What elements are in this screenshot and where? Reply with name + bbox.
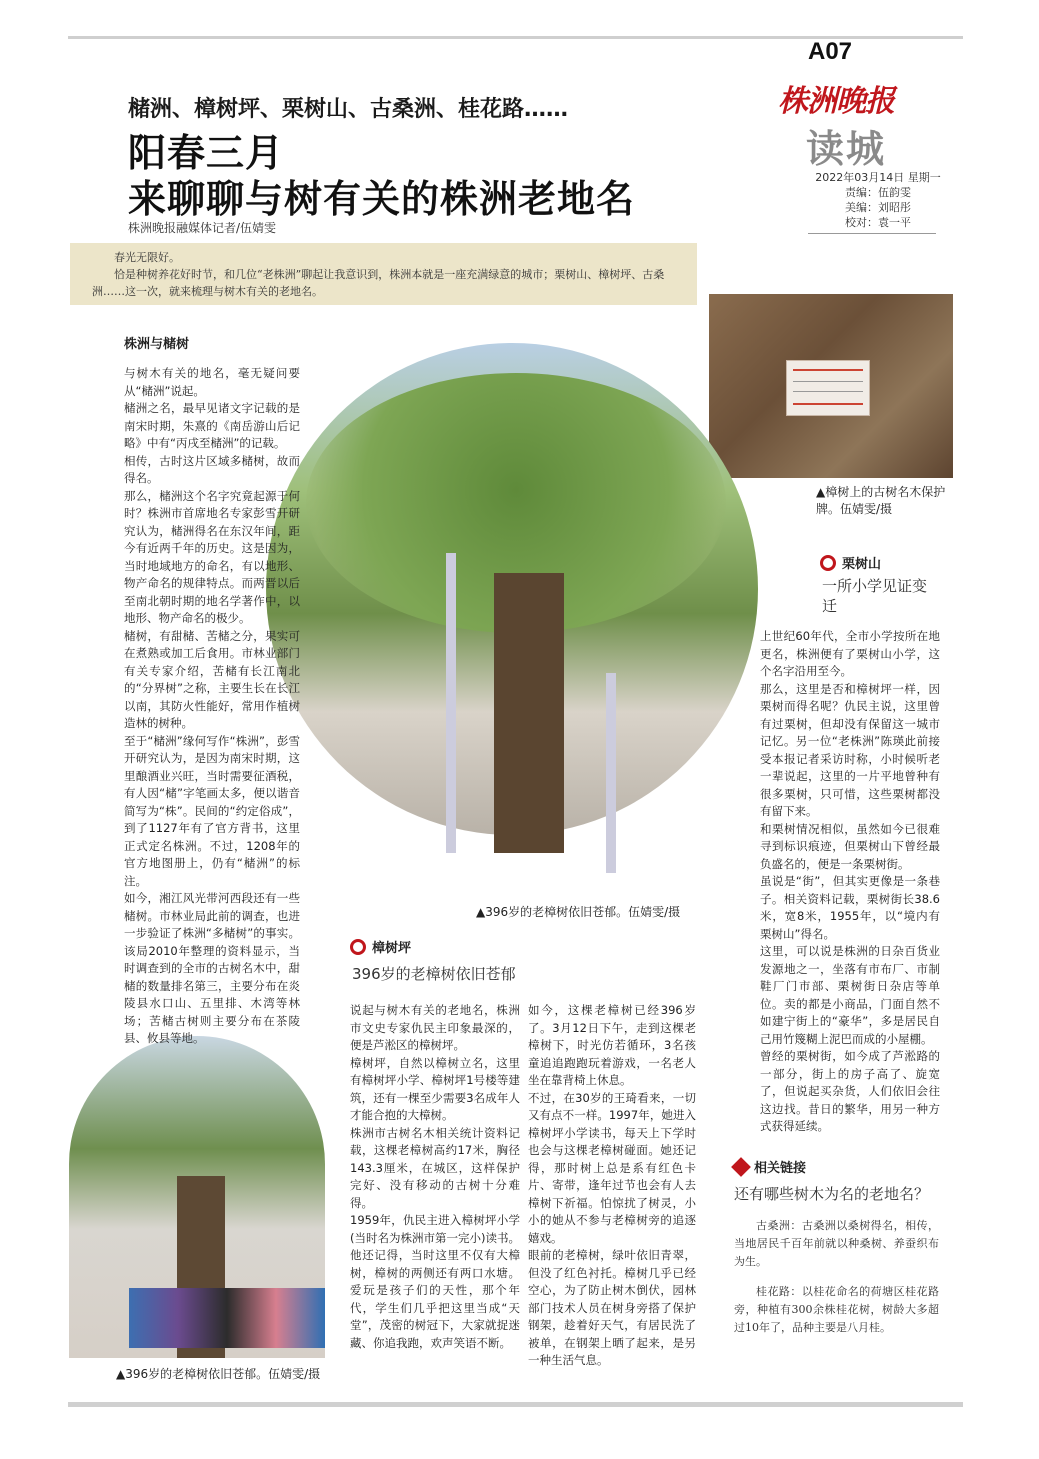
- section-3-tag-label: 栗树山: [842, 557, 882, 572]
- protection-sign-image: [786, 360, 870, 416]
- related-question: 还有哪些树木为名的老地名？: [734, 1185, 930, 1203]
- related-tag: [734, 1157, 806, 1176]
- section-1-title: 株洲与槠树: [124, 337, 190, 352]
- tag-dot-icon: [820, 555, 836, 571]
- byline: 株洲晚报融媒体记者/伍婧雯: [128, 221, 277, 235]
- editor: 责编：伍韵雯: [845, 186, 911, 199]
- issue-date: 2022年03月14日 星期一: [815, 171, 941, 184]
- section-2-body-b: 如今，这棵老樟树已经396岁了。3月12日下午，走到这棵老樟树下，时光仿若循环，3名孩童追追跑跑玩着游戏，一名老人坐在靠背椅上休息。 不过，在30岁的王琦看来，一切又有点不一样。1997年，她进入樟树坪小学读书，每天上下学时也会与这棵老樟树碰面。她还记得，那时树上总是系有红色卡片、寄带，逢年过节也会有人去樟树下祈福。怕惊扰了树灵，小小的她从不参与老樟树旁的追逐嬉戏。 眼前的老樟树，绿叶依旧青翠，但没了红色衬托。樟树几乎已经空心，为了防止树木倒伏，园林部门技术人员在树身旁搭了保护钢架，趁着好天气，有居民洗了被单，在钢架上晒了起来，是另一种生活气息。: [528, 1003, 696, 1367]
- related-paragraph-2: 桂花路：以桂花命名的荷塘区桂花路旁，种植有300余株桂花树，树龄大多超过10年了，品种主要是八月桂。: [734, 1285, 939, 1334]
- section-3-subtitle: 一所小学见证变迁: [822, 577, 928, 615]
- bottom-photo-caption: ▲396岁的老樟树依旧苍郁。伍婧雯/摄: [116, 1367, 321, 1381]
- diamond-icon: [731, 1157, 751, 1177]
- section-2-tag: [350, 937, 411, 956]
- intro-paragraph-1: 春光无限好。: [114, 251, 180, 264]
- newspaper-logo: 株洲晚报: [778, 84, 894, 119]
- intro-paragraph-2: 恰是种树养花好时节，和几位“老株洲”聊起让我意识到，株洲本就是一座充满绿意的城市；栗树山、樟树坪、古桑洲……这一次，就来梳理与树木有关的老地名。: [92, 268, 665, 298]
- section-3-body: 上世纪60年代，全市小学按所在地更名，株洲便有了栗树山小学，这个名字沿用至今。 那么，这里是否和樟树坪一样，因栗树而得名呢？仇民主说，这里曾有过栗树，但却没有保留这一城市记忆。另一位“老株洲”陈瑛此前接受本报记者采访时称，小时候听老一辈说起，这里的一片平地曾种有很多栗树，只可惜，这些栗树都没有留下来。 和栗树情况相似，虽然如今已很难寻到标识痕迹，但栗树山下曾经最负盛名的，便是一条栗树街。 虽说是“街”，但其实更像是一条巷子。相关资料记载，栗树街长38.6米，宽8米，1955年，以“境内有栗树山”得名。 这里，可以说是株洲的日杂百货业发源地之一，坐落有市布厂、市制鞋厂门市部、栗树街日杂店等单位。卖的都是小商品，门面自然不如建宁街上的“豪华”，多是居民自己用竹篾糊上泥巴而成的小屋棚。 曾经的栗树街，如今成了芦淞路的一部分，街上的房子高了、旋宽了，但说起买杂货，人们依旧会往这边找。昔日的繁华，用另一种方式获得延续。: [760, 629, 940, 1133]
- headline-line-1: 阳春三月: [128, 131, 285, 175]
- camphor-tree-photo: [266, 343, 758, 835]
- section-3-tag: [820, 553, 881, 572]
- proofreader: 校对：袁一平: [845, 216, 911, 229]
- section-title: 读城: [806, 126, 887, 171]
- section-2-body-a: 说起与树木有关的老地名，株洲市文史专家仇民主印象最深的，便是芦淞区的樟树坪。 樟树坪，自然以樟树立名，这里有樟树坪小学、樟树坪1号楼等建筑，还有一棵至少需要3名成年人才能合抱的大樟树。 株洲市古树名木相关统计资料记载，这棵老樟树高约17米，胸径143.3厘米，在城区，这样保护完好、没有移动的古树十分难得。 1959年，仇民主进入樟树坪小学(当时名为株洲市第一完小)读书。他还记得，当时这里不仅有大樟树，樟树的两侧还有两口水塘。爱玩是孩子们的天性，那个年代，学生们几乎把这里当成“天堂”，茂密的树冠下，大家就捉迷藏、你追我跑，欢声笑语不断。: [350, 1003, 520, 1350]
- meta-divider: [808, 233, 936, 234]
- circle-photo-caption: ▲396岁的老樟树依旧苍郁。伍婧雯/摄: [476, 905, 681, 919]
- section-2-subtitle: 396岁的老樟树依旧苍郁: [352, 965, 516, 983]
- intro-box: [70, 243, 697, 305]
- bottom-rule: [68, 1402, 963, 1407]
- related-tag-label: 相关链接: [754, 1161, 807, 1176]
- headline-line-2: 来聊聊与树有关的株洲老地名: [128, 177, 636, 221]
- tag-photo-caption: ▲樟树上的古树名木保护牌。伍婧雯/摄: [816, 485, 946, 516]
- tag-dot-icon: [350, 939, 366, 955]
- kicker: 槠洲、樟树坪、栗树山、古桑洲、桂花路……: [128, 97, 569, 122]
- section-1-body: 与树木有关的地名，毫无疑问要从“槠洲”说起。 槠洲之名，最早见诸文字记载的是南宋时期，朱熹的《南岳游山后记略》中有“丙戌至槠洲”的记载。 相传，古时这片区域多槠树，故而得名。 那么，槠洲这个名字究竟起源于何时？株洲市首席地名专家彭雪开研究认为，槠洲得名在东汉年间，距今有近两千年的历史。这是因为，当时地域地方的命名，有以地形、物产命名的规律特点。而两晋以后至南北朝时期的地名学著作中，以地形、物产命名的极少。 槠树，有甜槠、苦槠之分，果实可在煮熟或加工后食用。市林业部门有关专家介绍，苦槠有长江南北的“分界树”之称，主要生长在长江以南，其防火性能好，常用作植树造林的树种。 至于“槠洲”缘何写作“株洲”，彭雪开研究认为，是因为南宋时期，这里酿酒业兴旺，当时需要征酒税，有人因“槠”字笔画太多，便以谐音简写为“株”。民间的“约定俗成”，到了1127年有了官方背书，这里正式定名株洲。不过，1208年的官方地图册上，仍有“槠洲”的标注。 如今，湘江风光带河西段还有一些槠树。市林业局此前的调查，也进一步验证了株洲“多槠树”的事实。该局2010年整理的资料显示，当时调查到的全市的古树名木中，甜槠的数量排名第三，主要分布在炎陵县水口山、五里排、木湾等林场；苦槠古树则主要分布在茶陵县、攸县等地。: [124, 366, 300, 1045]
- section-2-tag-label: 樟树坪: [372, 941, 412, 956]
- laundry-tree-photo: [69, 1036, 325, 1358]
- page-number: A07: [808, 38, 853, 65]
- issue-meta: [808, 170, 948, 230]
- related-paragraph-1: 古桑洲：古桑洲以桑树得名，相传，当地居民千百年前就以种桑树、养蚕织布为生。: [734, 1219, 939, 1268]
- designer: 美编：刘昭彤: [845, 201, 911, 214]
